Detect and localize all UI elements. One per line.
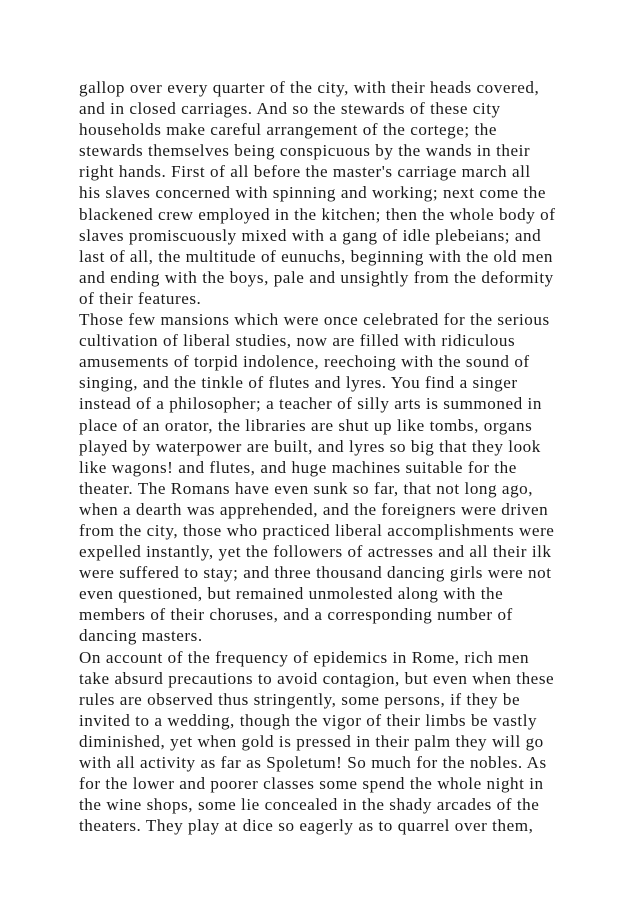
text-line: were suffered to stay; and three thousand dancing girls were not — [79, 563, 552, 583]
text-line: instead of a philosopher; a teacher of silly arts is summoned in — [79, 394, 542, 414]
text-line: for the lower and poorer classes some spend the whole night in — [79, 774, 544, 794]
text-line: invited to a wedding, though the vigor of their limbs be vastly — [79, 710, 538, 730]
text-line: take absurd precautions to avoid contagion, but even when these — [79, 668, 555, 688]
text-line: On account of the frequency of epidemics in Rome, rich men — [79, 647, 530, 667]
text-line: blackened crew employed in the kitchen; then the whole body of — [79, 204, 556, 224]
text-line: theaters. They play at dice so eagerly as to quarrel over them, — [79, 816, 534, 836]
text-line: diminished, yet when gold is pressed in their palm they will go — [79, 731, 544, 751]
text-line: when a dearth was apprehended, and the foreigners were driven — [79, 499, 549, 519]
text-line: the wine shops, some lie concealed in the shady arcades of the — [79, 795, 540, 815]
text-line: rules are observed thus stringently, some persons, if they be — [79, 689, 521, 709]
text-line: theater. The Romans have even sunk so far, that not long ago, — [79, 478, 534, 498]
text-line: played by waterpower are built, and lyres so big that they look — [79, 436, 541, 456]
text-line: members of their choruses, and a corresponding number of — [79, 605, 513, 625]
text-line: right hands. First of all before the master's carriage march all — [79, 162, 531, 182]
text-line: last of all, the multitude of eunuchs, beginning with the old men — [79, 246, 553, 266]
text-line: and in closed carriages. And so the stewards of these city — [79, 99, 501, 119]
text-line: from the city, those who practiced liberal accomplishments were — [79, 520, 555, 540]
text-line: stewards themselves being conspicuous by the wands in their — [79, 141, 531, 161]
text-line: dancing masters. — [79, 626, 203, 646]
text-line: his slaves concerned with spinning and working; next come the — [79, 183, 546, 203]
text-line: cultivation of liberal studies, now are filled with ridiculous — [79, 331, 516, 351]
text-line: households make careful arrangement of the cortege; the — [79, 120, 498, 140]
text-line: slaves promiscuously mixed with a gang of idle plebeians; and — [79, 225, 542, 245]
text-line: like wagons! and flutes, and huge machines suitable for the — [79, 457, 517, 477]
text-line: place of an orator, the libraries are shut up like tombs, organs — [79, 415, 533, 435]
text-line: with all activity as far as Spoletum! So much for the nobles. As — [79, 753, 547, 772]
text-line: amusements of torpid indolence, reechoing with the sound of — [79, 352, 530, 372]
text-line: expelled instantly, yet the followers of actresses and all their ilk — [79, 542, 552, 562]
text-line: gallop over every quarter of the city, with their heads covered, — [79, 78, 540, 97]
body-text — [79, 77, 579, 836]
text-line: and ending with the boys, pale and unsightly from the deformity — [79, 267, 554, 287]
text-line: singing, and the tinkle of flutes and lyres. You find a singer — [79, 373, 518, 393]
text-line: even questioned, but remained unmolested along with the — [79, 584, 504, 604]
text-line: Those few mansions which were once celebrated for the serious — [79, 310, 550, 330]
text-line: of their features. — [79, 288, 202, 308]
